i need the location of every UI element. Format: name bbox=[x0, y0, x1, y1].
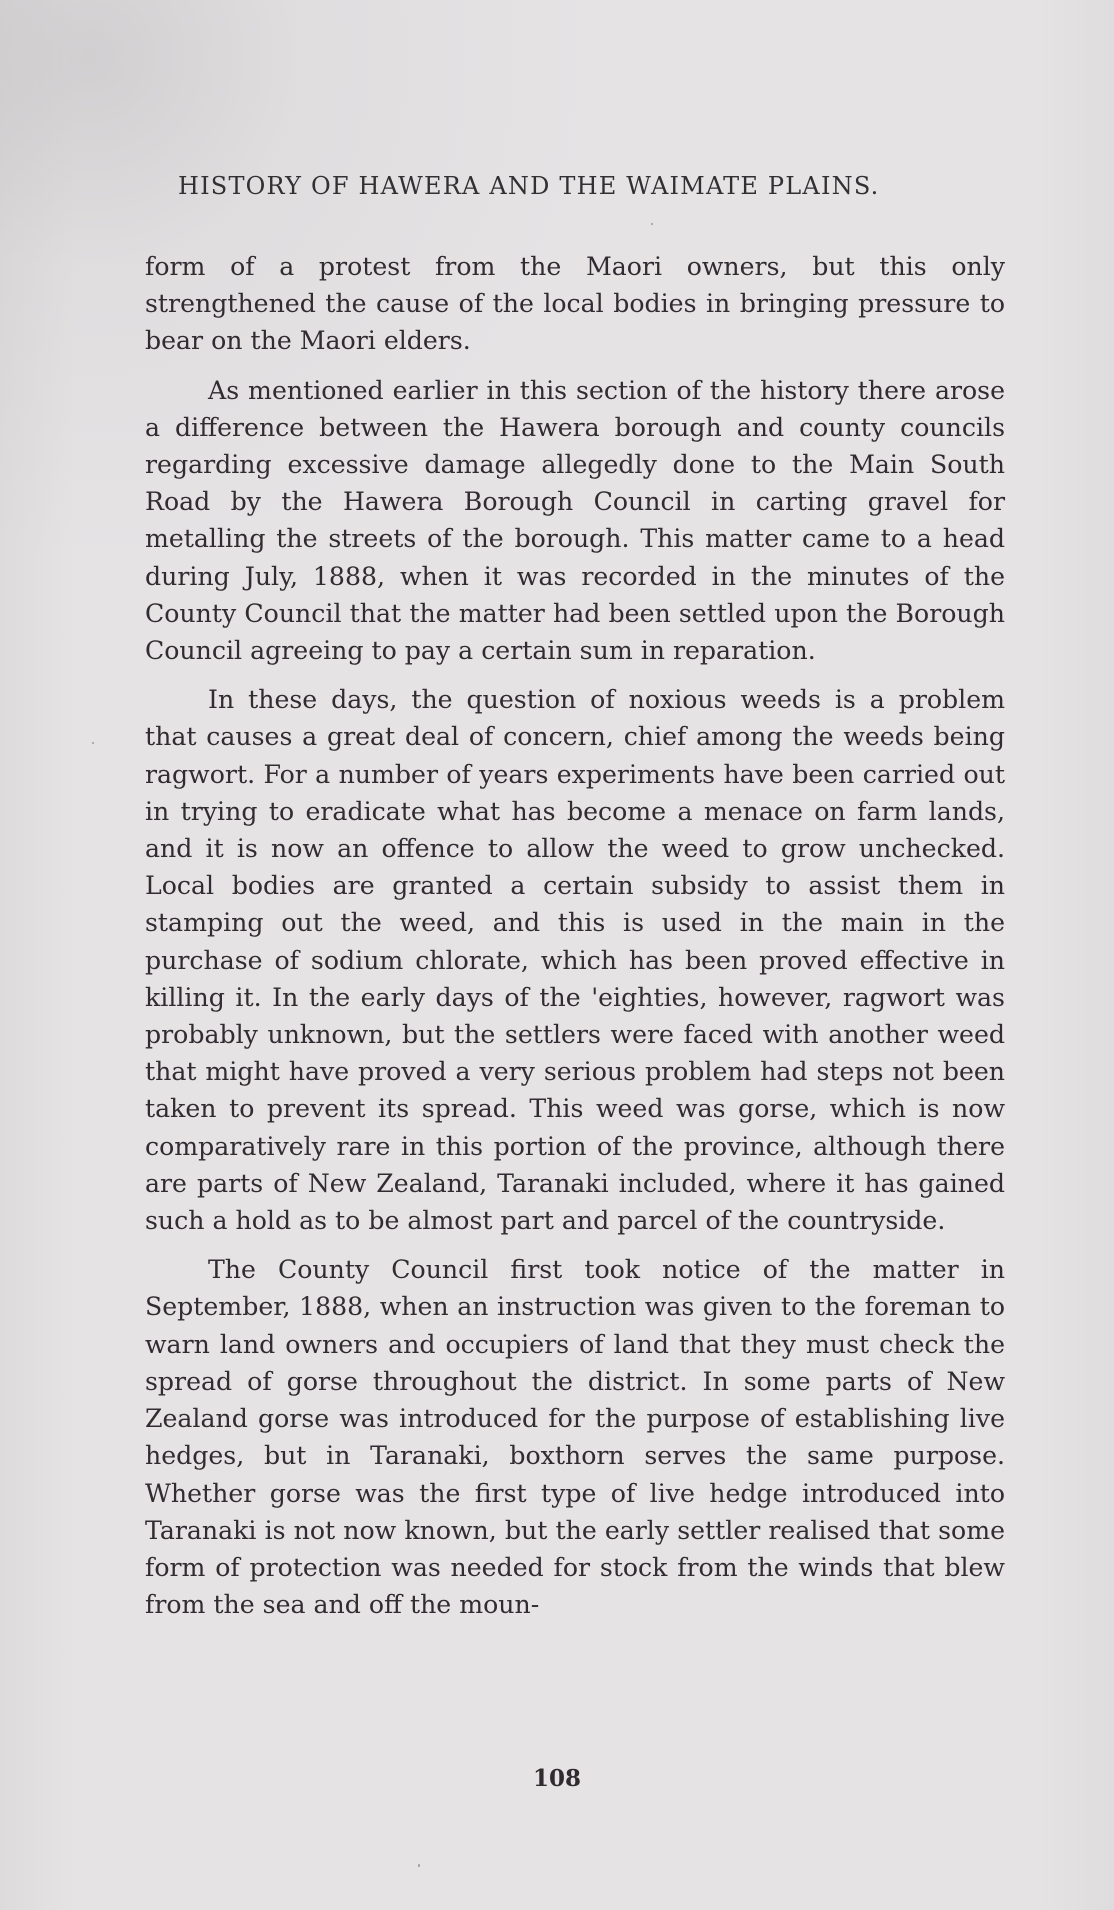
page-number: 108 bbox=[532, 1765, 581, 1792]
paragraph-noxious-weeds: In these days, the question of noxious weeds is a problem that causes a great deal of concern, chief among the weeds being ragwort. For a number of years experiments have been carried out in trying to eradicate what has become a menace on farm lands, and it is now an offence to allow the weed to grow unchecked. Local bodies are granted a certain subsidy to assist them in stamping out the weed, and this is used in the main in the purchase of sodium chlorate, which has been proved effective in killing it. In the early days of the 'eighties, however, ragwort was probably unknown, but the settlers were faced with another weed that might have proved a very serious problem had steps not been taken to prevent its spread. This weed was gorse, which is now comparatively rare in this portion of the province, although there are parts of New Zealand, Taranaki included, where it has gained such a hold as to be almost part and parcel of the countryside. bbox=[145, 685, 1005, 1236]
paragraph-continuation: form of a protest from the Maori owners, but this only strengthened the cause of the local bodies in bringing pressure to bear on the Maori elders. bbox=[145, 252, 1005, 356]
body-text bbox=[145, 248, 1005, 1623]
running-head: HISTORY OF HAWERA AND THE WAIMATE PLAINS. bbox=[178, 172, 880, 200]
paper-speck bbox=[418, 1864, 420, 1867]
paragraph-gorse-control: The County Council first took notice of the matter in September, 1888, when an instruction was given to the foreman to warn land owners and occupiers of land that they must check the spread of gorse throughout the district. In some parts of New Zealand gorse was introduced for the purpose of establishing live hedges, but in Taranaki, boxthorn serves the same purpose. Whether gorse was the first type of live hedge introduced into Taranaki is not now known, but the early settler realised that some form of protection was needed for stock from the winds that blew from the sea and off the moun- bbox=[145, 1255, 1005, 1620]
paper-speck bbox=[651, 223, 653, 225]
paper-speck bbox=[92, 742, 94, 744]
paragraph-road-dispute: As mentioned earlier in this section of the history there arose a difference between the Hawera borough and county councils regarding excessive damage allegedly done to the Main South Road by the Hawera Borough Council in carting gravel for metalling the streets of the borough. This matter came to a head during July, 1888, when it was recorded in the minutes of the County Council that the matter had been settled upon the Borough Council agreeing to pay a certain sum in reparation. bbox=[145, 375, 1005, 666]
